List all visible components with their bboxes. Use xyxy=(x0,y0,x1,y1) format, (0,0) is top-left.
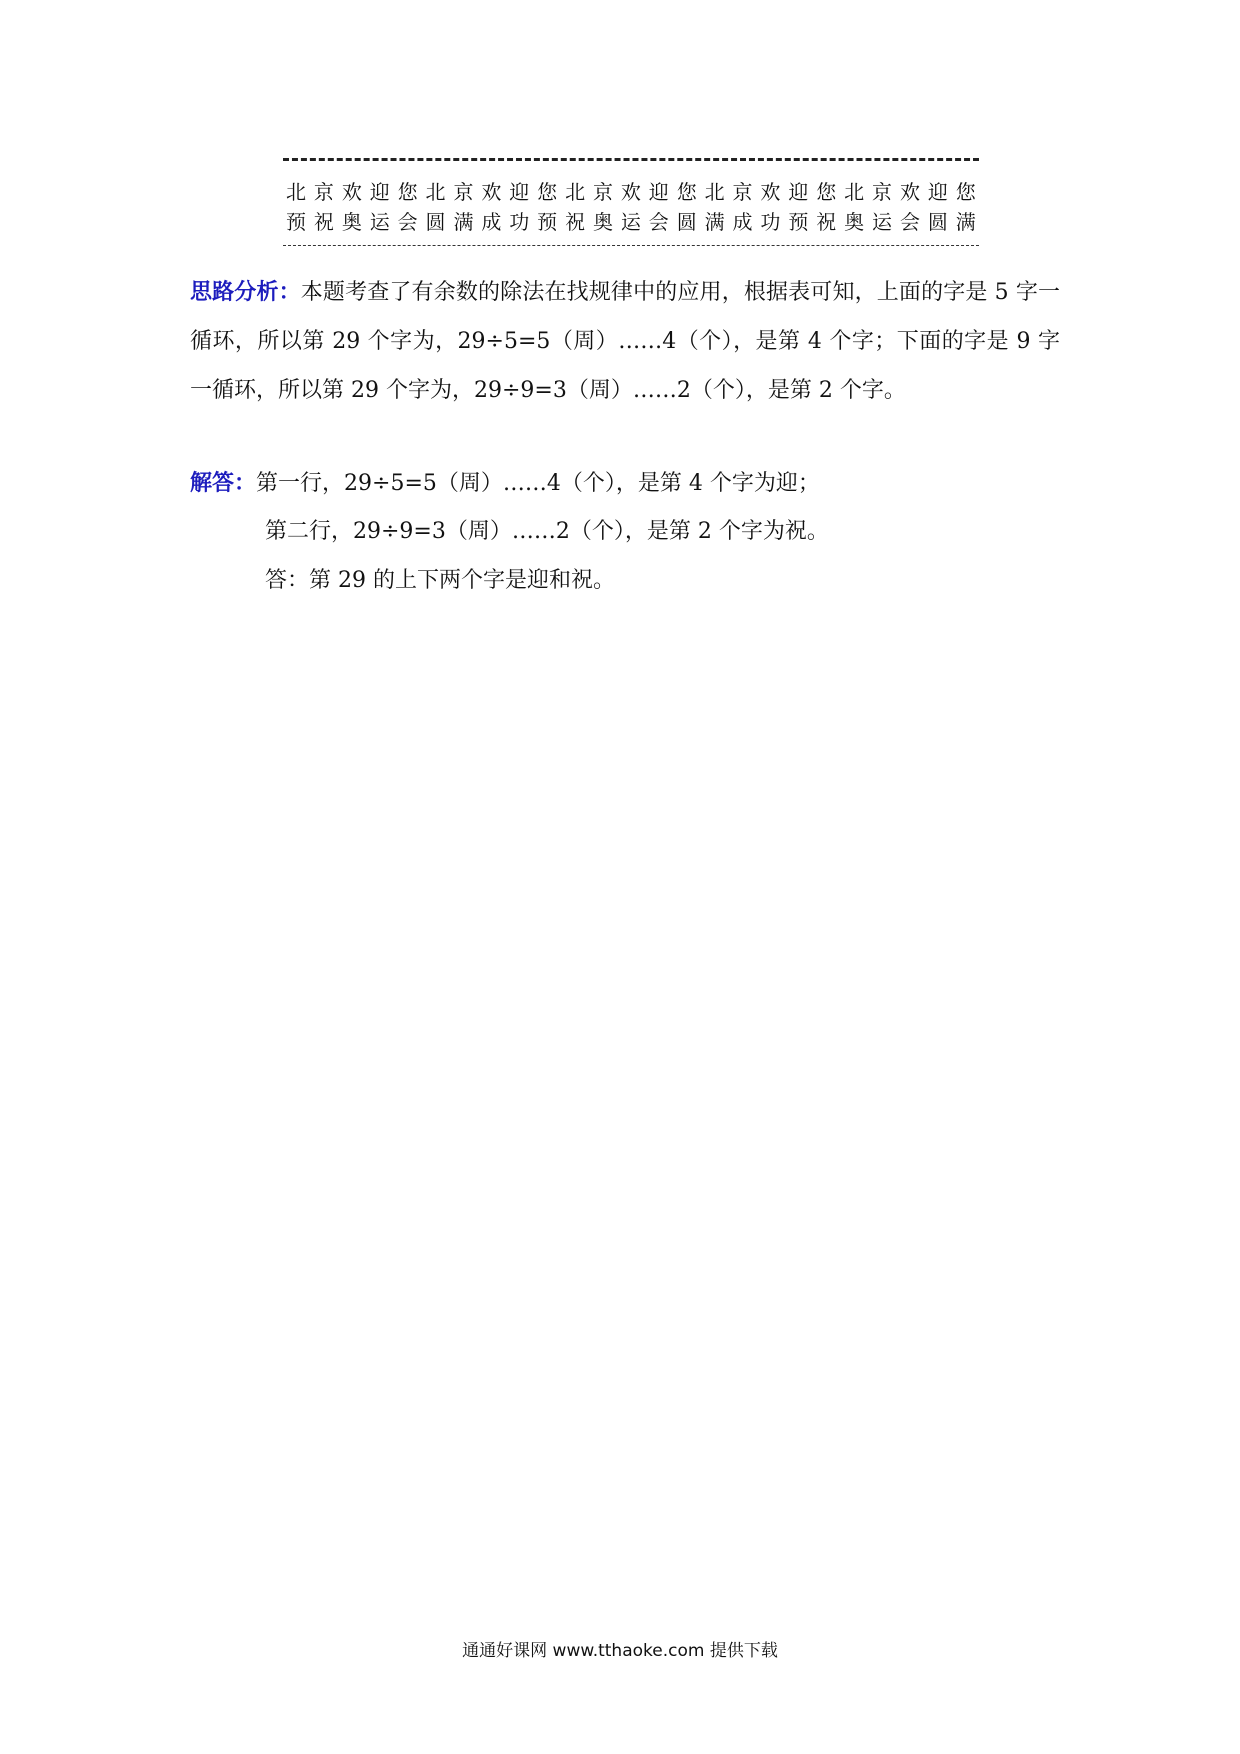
table-cell: 北 xyxy=(565,180,586,204)
table-cell: 京 xyxy=(453,180,474,204)
table-cell: 功 xyxy=(509,210,530,234)
top-dashed-rule xyxy=(283,158,979,161)
table-cell: 欢 xyxy=(341,180,362,204)
table-cell: 京 xyxy=(313,180,334,204)
table-cell: 祝 xyxy=(565,210,586,234)
table-cell: 迎 xyxy=(509,180,530,204)
answer-line-2: 第二行，29÷9=3（周）……2（个），是第 2 个字为祝。 xyxy=(265,519,829,544)
answer-line-1 xyxy=(190,469,820,499)
table-cell: 圆 xyxy=(676,210,697,234)
table-cell: 京 xyxy=(732,180,753,204)
table-cell: 满 xyxy=(955,210,976,234)
table-cell: 迎 xyxy=(648,180,669,204)
table-cell: 运 xyxy=(620,210,641,234)
table-cell: 祝 xyxy=(816,210,837,234)
table-cell: 圆 xyxy=(927,210,948,234)
table-cell: 北 xyxy=(286,180,306,204)
table-cell: 您 xyxy=(816,180,837,204)
table-cell: 欢 xyxy=(620,180,641,204)
footer-credit: 通通好课网 www.tthaoke.com 提供下载 xyxy=(462,1641,778,1661)
table-cell: 您 xyxy=(955,180,976,204)
table-cell: 欢 xyxy=(760,180,781,204)
table-cell: 运 xyxy=(872,210,893,234)
table-cell: 预 xyxy=(788,210,809,234)
table-cell: 会 xyxy=(648,210,669,234)
table-cell: 奥 xyxy=(844,210,865,234)
table-cell: 满 xyxy=(453,210,474,234)
table-cell: 欢 xyxy=(481,180,502,204)
table-cell: 北 xyxy=(425,180,446,204)
table-row-top xyxy=(283,179,979,205)
table-cell: 会 xyxy=(397,210,418,234)
table-cell: 您 xyxy=(397,180,418,204)
table-cell: 迎 xyxy=(927,180,948,204)
table-row-bottom xyxy=(283,209,979,235)
table-cell: 祝 xyxy=(313,210,334,234)
character-table xyxy=(283,158,979,246)
table-cell: 预 xyxy=(537,210,558,234)
table-cell: 北 xyxy=(844,180,865,204)
table-cell: 京 xyxy=(872,180,893,204)
table-cell: 圆 xyxy=(425,210,446,234)
analysis-label: 思路分析： xyxy=(190,280,301,305)
table-cell: 成 xyxy=(732,210,753,234)
answer-line-1-text: 第一行，29÷5=5（周）……4（个），是第 4 个字为迎； xyxy=(256,471,820,496)
analysis-paragraph xyxy=(190,268,1060,415)
table-cell: 预 xyxy=(286,210,306,234)
table-cell: 您 xyxy=(676,180,697,204)
table-cell: 京 xyxy=(592,180,613,204)
table-cell: 运 xyxy=(369,210,390,234)
table-cell: 成 xyxy=(481,210,502,234)
table-cell: 您 xyxy=(537,180,558,204)
answer-line-3: 答：第 29 的上下两个字是迎和祝。 xyxy=(265,568,615,593)
table-cell: 功 xyxy=(760,210,781,234)
analysis-text: 本题考查了有余数的除法在找规律中的应用，根据表可知，上面的字是 5 字一循环，所以第 29 个字为，29÷5=5（周）……4（个），是第 4 个字；下面的字是 9 字一循环，所以第 29 个字为，29÷9=3（周）……2（个），是第 2 个字。 xyxy=(190,280,1060,403)
table-cell: 迎 xyxy=(788,180,809,204)
table-cell: 奥 xyxy=(341,210,362,234)
table-cell: 北 xyxy=(704,180,725,204)
table-cell: 会 xyxy=(899,210,920,234)
answer-label: 解答： xyxy=(190,471,257,496)
table-cell: 欢 xyxy=(899,180,920,204)
table-cell: 满 xyxy=(704,210,725,234)
bottom-dashed-rule xyxy=(283,245,979,246)
table-cell: 迎 xyxy=(369,180,390,204)
table-cell: 奥 xyxy=(592,210,613,234)
